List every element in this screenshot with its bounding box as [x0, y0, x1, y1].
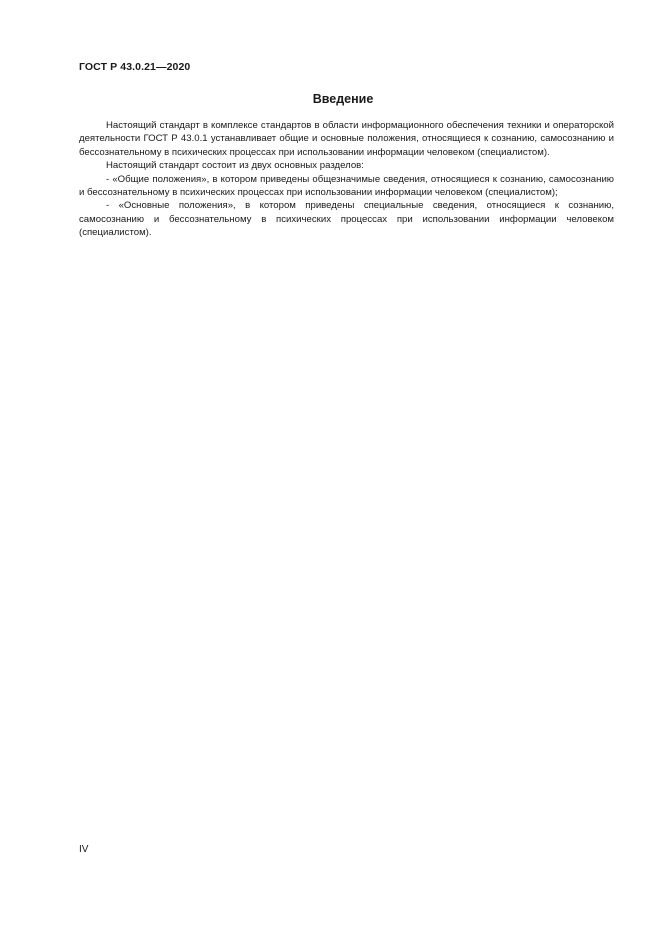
paragraph-scope: Настоящий стандарт в комплексе стандартов в области информационного обеспечения техники и операторской деятельности ГОСТ Р 43.0.1 устанавливает общие и основные положения, относящиеся к сознанию, самосознанию и бессознательному в психических процессах при использовании информации человеком (специалистом).	[79, 120, 614, 158]
document-code: ГОСТ Р 43.0.21—2020	[79, 61, 191, 73]
list-item-main-provisions: - «Основные положения», в котором приведены специальные сведения, относящиеся к сознанию, самосознанию и бессознательному в психических процессах при использовании информации человеком (специалистом).	[79, 200, 614, 239]
page-number: IV	[79, 844, 89, 855]
document-body	[79, 119, 614, 240]
paragraph-structure: Настоящий стандарт состоит из двух основных разделов:	[106, 160, 364, 172]
section-title-container	[0, 92, 661, 106]
list-item-general-provisions: - «Общие положения», в котором приведены общезначимые сведения, относящиеся к сознанию, самосознанию и бессознательному в психических процессах при использовании информации человеком (специалистом);	[79, 173, 614, 199]
section-title: Введение	[312, 92, 374, 106]
